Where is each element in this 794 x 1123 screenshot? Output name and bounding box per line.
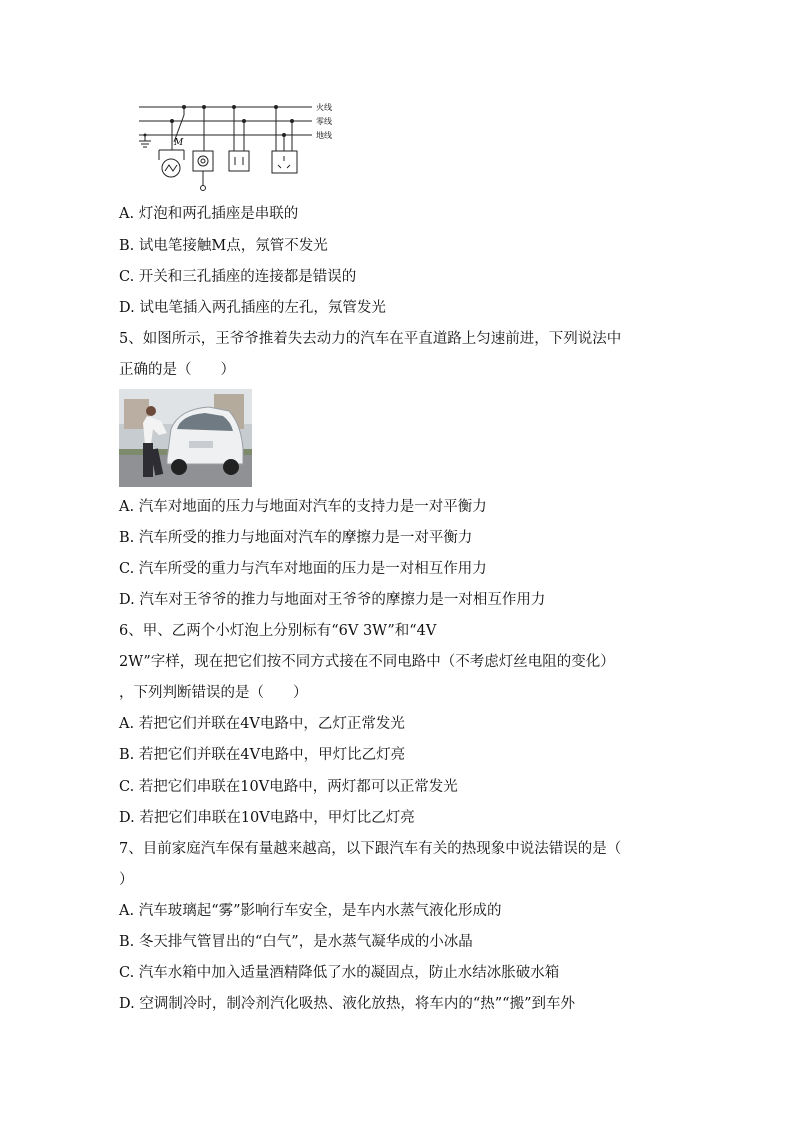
point-m-label: M — [174, 138, 184, 148]
q5-stem-line2: 正确的是（ ） — [119, 362, 235, 378]
q7-stem-line2: ） — [119, 872, 134, 888]
q7-option-c: C. 汽车水箱中加入适量酒精降低了水的凝固点，防止水结冰胀破水箱 — [119, 965, 560, 981]
q6-stem-line2: 2W”字样，现在把它们按不同方式接在不同电路中（不考虑灯丝电阻的变化） — [119, 654, 615, 670]
q5-stem-line1: 5、如图所示，王爷爷推着失去动力的汽车在平直道路上匀速前进，下列说法中 — [119, 331, 622, 347]
q4-option-d: D. 试电笔插入两孔插座的左孔，氖管发光 — [119, 300, 386, 316]
q6-option-c: C. 若把它们串联在10V电路中，两灯都可以正常发光 — [119, 779, 458, 795]
q7-option-b: B. 冬天排气管冒出的“白气”，是水蒸气凝华成的小冰晶 — [119, 934, 473, 950]
q6-stem-line1: 6、甲、乙两个小灯泡上分别标有“6V 3W”和“4V — [119, 623, 437, 639]
circuit-diagram — [134, 95, 354, 197]
ground-wire-label: 地线 — [316, 131, 332, 140]
live-wire-label: 火线 — [316, 103, 332, 112]
q5-option-d: D. 汽车对王爷爷的推力与地面对王爷爷的摩擦力是一对相互作用力 — [119, 592, 546, 608]
q4-option-a: A. 灯泡和两孔插座是串联的 — [119, 206, 299, 222]
q7-stem-line1: 7、目前家庭汽车保有量越来越高，以下跟汽车有关的热现象中说法错误的是（ — [119, 841, 622, 857]
neutral-wire-label: 零线 — [316, 117, 332, 126]
two-hole-socket-icon — [229, 151, 249, 171]
three-hole-socket-icon — [272, 151, 297, 173]
q6-option-d: D. 若把它们串联在10V电路中，甲灯比乙灯亮 — [119, 810, 415, 826]
q4-option-b: B. 试电笔接触M点，氖管不发光 — [119, 238, 328, 254]
q4-option-c: C. 开关和三孔插座的连接都是错误的 — [119, 269, 357, 285]
q5-option-a: A. 汽车对地面的压力与地面对汽车的支持力是一对平衡力 — [119, 499, 487, 515]
q7-option-a: A. 汽车玻璃起“雾”影响行车安全，是车内水蒸气液化形成的 — [119, 903, 502, 919]
q6-option-a: A. 若把它们并联在4V电路中，乙灯正常发光 — [119, 716, 405, 732]
car-push-photo — [119, 389, 252, 487]
q6-stem-line3: ，下列判断错误的是（ ） — [119, 685, 308, 701]
q5-option-c: C. 汽车所受的重力与汽车对地面的压力是一对相互作用力 — [119, 561, 487, 577]
q7-option-d: D. 空调制冷时，制冷剂汽化吸热、液化放热，将车内的“热”“搬”到车外 — [119, 996, 575, 1012]
q6-option-b: B. 若把它们并联在4V电路中，甲灯比乙灯亮 — [119, 747, 406, 763]
q5-option-b: B. 汽车所受的推力与地面对汽车的摩擦力是一对平衡力 — [119, 530, 473, 546]
